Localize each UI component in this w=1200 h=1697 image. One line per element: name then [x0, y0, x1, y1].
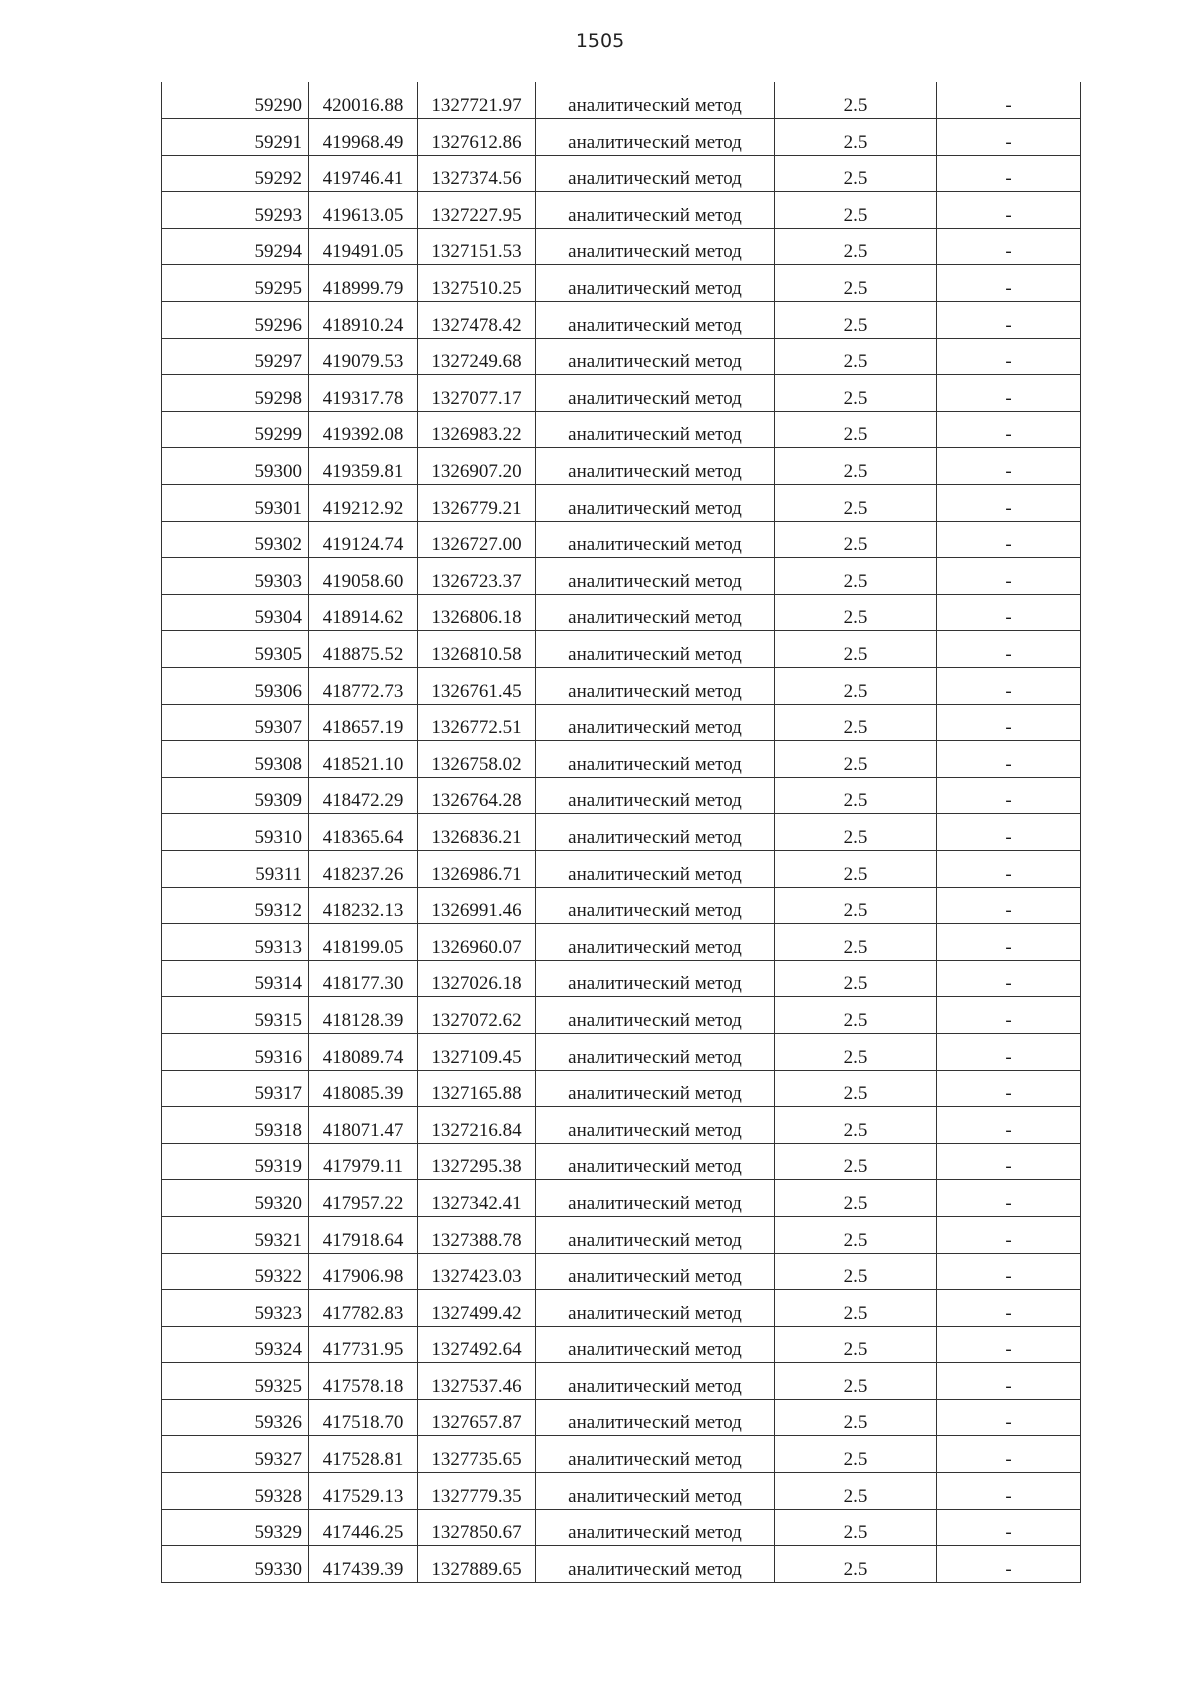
- y-coordinate-cell: 1327612.86: [418, 119, 536, 156]
- y-coordinate-cell: 1326960.07: [418, 924, 536, 961]
- method-cell: аналитический метод: [536, 558, 775, 595]
- method-cell: аналитический метод: [536, 1216, 775, 1253]
- y-coordinate-cell: 1326983.22: [418, 411, 536, 448]
- table-row: [162, 448, 1081, 485]
- accuracy-cell: 2.5: [775, 887, 937, 924]
- method-cell: аналитический метод: [536, 265, 775, 302]
- accuracy-cell: 2.5: [775, 1180, 937, 1217]
- accuracy-cell: 2.5: [775, 668, 937, 705]
- y-coordinate-cell: 1326772.51: [418, 704, 536, 741]
- y-coordinate-cell: 1327109.45: [418, 1033, 536, 1070]
- note-cell: -: [937, 375, 1081, 412]
- x-coordinate-cell: 417518.70: [309, 1399, 418, 1436]
- point-number-cell: 59295: [162, 265, 309, 302]
- y-coordinate-cell: 1326806.18: [418, 594, 536, 631]
- y-coordinate-cell: 1327537.46: [418, 1363, 536, 1400]
- note-cell: -: [937, 777, 1081, 814]
- x-coordinate-cell: 417782.83: [309, 1290, 418, 1327]
- note-cell: -: [937, 850, 1081, 887]
- x-coordinate-cell: 418128.39: [309, 997, 418, 1034]
- accuracy-cell: 2.5: [775, 155, 937, 192]
- accuracy-cell: 2.5: [775, 997, 937, 1034]
- y-coordinate-cell: 1326758.02: [418, 741, 536, 778]
- accuracy-cell: 2.5: [775, 82, 937, 119]
- point-number-cell: 59308: [162, 741, 309, 778]
- accuracy-cell: 2.5: [775, 192, 937, 229]
- accuracy-cell: 2.5: [775, 960, 937, 997]
- x-coordinate-cell: 418089.74: [309, 1033, 418, 1070]
- method-cell: аналитический метод: [536, 1290, 775, 1327]
- method-cell: аналитический метод: [536, 887, 775, 924]
- table-row: [162, 558, 1081, 595]
- note-cell: -: [937, 411, 1081, 448]
- point-number-cell: 59318: [162, 1107, 309, 1144]
- method-cell: аналитический метод: [536, 375, 775, 412]
- point-number-cell: 59325: [162, 1363, 309, 1400]
- accuracy-cell: 2.5: [775, 302, 937, 339]
- method-cell: аналитический метод: [536, 1326, 775, 1363]
- method-cell: аналитический метод: [536, 448, 775, 485]
- y-coordinate-cell: 1326991.46: [418, 887, 536, 924]
- method-cell: аналитический метод: [536, 594, 775, 631]
- note-cell: -: [937, 338, 1081, 375]
- point-number-cell: 59300: [162, 448, 309, 485]
- note-cell: -: [937, 521, 1081, 558]
- y-coordinate-cell: 1326836.21: [418, 814, 536, 851]
- point-number-cell: 59319: [162, 1143, 309, 1180]
- note-cell: -: [937, 887, 1081, 924]
- note-cell: -: [937, 594, 1081, 631]
- method-cell: аналитический метод: [536, 777, 775, 814]
- note-cell: -: [937, 1033, 1081, 1070]
- accuracy-cell: 2.5: [775, 1216, 937, 1253]
- table-row: [162, 155, 1081, 192]
- note-cell: -: [937, 1509, 1081, 1546]
- table-row: [162, 631, 1081, 668]
- y-coordinate-cell: 1327889.65: [418, 1546, 536, 1583]
- method-cell: аналитический метод: [536, 1107, 775, 1144]
- method-cell: аналитический метод: [536, 997, 775, 1034]
- point-number-cell: 59329: [162, 1509, 309, 1546]
- x-coordinate-cell: 417957.22: [309, 1180, 418, 1217]
- coordinates-table: [161, 82, 1081, 1583]
- x-coordinate-cell: 419613.05: [309, 192, 418, 229]
- note-cell: -: [937, 1363, 1081, 1400]
- x-coordinate-cell: 419317.78: [309, 375, 418, 412]
- accuracy-cell: 2.5: [775, 1143, 937, 1180]
- table-row: [162, 1253, 1081, 1290]
- method-cell: аналитический метод: [536, 192, 775, 229]
- accuracy-cell: 2.5: [775, 1399, 937, 1436]
- x-coordinate-cell: 417906.98: [309, 1253, 418, 1290]
- point-number-cell: 59297: [162, 338, 309, 375]
- x-coordinate-cell: 418232.13: [309, 887, 418, 924]
- accuracy-cell: 2.5: [775, 814, 937, 851]
- table-row: [162, 1033, 1081, 1070]
- accuracy-cell: 2.5: [775, 228, 937, 265]
- x-coordinate-cell: 417528.81: [309, 1436, 418, 1473]
- x-coordinate-cell: 417918.64: [309, 1216, 418, 1253]
- accuracy-cell: 2.5: [775, 1253, 937, 1290]
- note-cell: -: [937, 814, 1081, 851]
- y-coordinate-cell: 1327510.25: [418, 265, 536, 302]
- page-number: 1505: [575, 30, 625, 52]
- y-coordinate-cell: 1327342.41: [418, 1180, 536, 1217]
- table-row: [162, 1180, 1081, 1217]
- table-row: [162, 960, 1081, 997]
- table-row: [162, 485, 1081, 522]
- y-coordinate-cell: 1327165.88: [418, 1070, 536, 1107]
- table-row: [162, 521, 1081, 558]
- method-cell: аналитический метод: [536, 1143, 775, 1180]
- point-number-cell: 59293: [162, 192, 309, 229]
- note-cell: -: [937, 302, 1081, 339]
- method-cell: аналитический метод: [536, 631, 775, 668]
- method-cell: аналитический метод: [536, 1033, 775, 1070]
- accuracy-cell: 2.5: [775, 1290, 937, 1327]
- note-cell: -: [937, 265, 1081, 302]
- table-row: [162, 1546, 1081, 1583]
- y-coordinate-cell: 1326779.21: [418, 485, 536, 522]
- note-cell: -: [937, 741, 1081, 778]
- x-coordinate-cell: 418914.62: [309, 594, 418, 631]
- accuracy-cell: 2.5: [775, 924, 937, 961]
- table-row: [162, 338, 1081, 375]
- method-cell: аналитический метод: [536, 1180, 775, 1217]
- y-coordinate-cell: 1326907.20: [418, 448, 536, 485]
- table-row: [162, 668, 1081, 705]
- y-coordinate-cell: 1327721.97: [418, 82, 536, 119]
- point-number-cell: 59320: [162, 1180, 309, 1217]
- point-number-cell: 59315: [162, 997, 309, 1034]
- x-coordinate-cell: 418772.73: [309, 668, 418, 705]
- y-coordinate-cell: 1327499.42: [418, 1290, 536, 1327]
- point-number-cell: 59301: [162, 485, 309, 522]
- method-cell: аналитический метод: [536, 411, 775, 448]
- y-coordinate-cell: 1327227.95: [418, 192, 536, 229]
- note-cell: -: [937, 448, 1081, 485]
- note-cell: -: [937, 631, 1081, 668]
- accuracy-cell: 2.5: [775, 119, 937, 156]
- point-number-cell: 59314: [162, 960, 309, 997]
- x-coordinate-cell: 419079.53: [309, 338, 418, 375]
- method-cell: аналитический метод: [536, 521, 775, 558]
- point-number-cell: 59292: [162, 155, 309, 192]
- accuracy-cell: 2.5: [775, 375, 937, 412]
- method-cell: аналитический метод: [536, 1436, 775, 1473]
- note-cell: -: [937, 1290, 1081, 1327]
- x-coordinate-cell: 418999.79: [309, 265, 418, 302]
- y-coordinate-cell: 1327423.03: [418, 1253, 536, 1290]
- note-cell: -: [937, 228, 1081, 265]
- table-row: [162, 375, 1081, 412]
- accuracy-cell: 2.5: [775, 411, 937, 448]
- y-coordinate-cell: 1327216.84: [418, 1107, 536, 1144]
- method-cell: аналитический метод: [536, 1509, 775, 1546]
- table-row: [162, 1509, 1081, 1546]
- table-row: [162, 777, 1081, 814]
- method-cell: аналитический метод: [536, 704, 775, 741]
- point-number-cell: 59310: [162, 814, 309, 851]
- point-number-cell: 59298: [162, 375, 309, 412]
- table-row: [162, 1326, 1081, 1363]
- method-cell: аналитический метод: [536, 485, 775, 522]
- table-row: [162, 265, 1081, 302]
- table-row: [162, 850, 1081, 887]
- point-number-cell: 59294: [162, 228, 309, 265]
- point-number-cell: 59330: [162, 1546, 309, 1583]
- accuracy-cell: 2.5: [775, 558, 937, 595]
- x-coordinate-cell: 417439.39: [309, 1546, 418, 1583]
- accuracy-cell: 2.5: [775, 1326, 937, 1363]
- note-cell: -: [937, 1436, 1081, 1473]
- x-coordinate-cell: 419124.74: [309, 521, 418, 558]
- accuracy-cell: 2.5: [775, 741, 937, 778]
- method-cell: аналитический метод: [536, 668, 775, 705]
- point-number-cell: 59324: [162, 1326, 309, 1363]
- note-cell: -: [937, 558, 1081, 595]
- x-coordinate-cell: 417446.25: [309, 1509, 418, 1546]
- note-cell: -: [937, 924, 1081, 961]
- y-coordinate-cell: 1327295.38: [418, 1143, 536, 1180]
- x-coordinate-cell: 418521.10: [309, 741, 418, 778]
- table-row: [162, 1436, 1081, 1473]
- table-row: [162, 302, 1081, 339]
- point-number-cell: 59290: [162, 82, 309, 119]
- note-cell: -: [937, 82, 1081, 119]
- accuracy-cell: 2.5: [775, 1473, 937, 1510]
- table-row: [162, 1363, 1081, 1400]
- accuracy-cell: 2.5: [775, 1546, 937, 1583]
- method-cell: аналитический метод: [536, 1070, 775, 1107]
- y-coordinate-cell: 1327077.17: [418, 375, 536, 412]
- x-coordinate-cell: 418177.30: [309, 960, 418, 997]
- point-number-cell: 59312: [162, 887, 309, 924]
- accuracy-cell: 2.5: [775, 594, 937, 631]
- table-row: [162, 1070, 1081, 1107]
- x-coordinate-cell: 419392.08: [309, 411, 418, 448]
- point-number-cell: 59296: [162, 302, 309, 339]
- y-coordinate-cell: 1327072.62: [418, 997, 536, 1034]
- x-coordinate-cell: 419359.81: [309, 448, 418, 485]
- y-coordinate-cell: 1327657.87: [418, 1399, 536, 1436]
- accuracy-cell: 2.5: [775, 265, 937, 302]
- point-number-cell: 59305: [162, 631, 309, 668]
- note-cell: -: [937, 1107, 1081, 1144]
- table-row: [162, 924, 1081, 961]
- note-cell: -: [937, 1180, 1081, 1217]
- point-number-cell: 59313: [162, 924, 309, 961]
- point-number-cell: 59311: [162, 850, 309, 887]
- x-coordinate-cell: 418365.64: [309, 814, 418, 851]
- point-number-cell: 59323: [162, 1290, 309, 1327]
- note-cell: -: [937, 1473, 1081, 1510]
- y-coordinate-cell: 1326986.71: [418, 850, 536, 887]
- table-row: [162, 704, 1081, 741]
- method-cell: аналитический метод: [536, 1473, 775, 1510]
- x-coordinate-cell: 417578.18: [309, 1363, 418, 1400]
- point-number-cell: 59322: [162, 1253, 309, 1290]
- method-cell: аналитический метод: [536, 924, 775, 961]
- y-coordinate-cell: 1327388.78: [418, 1216, 536, 1253]
- point-number-cell: 59327: [162, 1436, 309, 1473]
- accuracy-cell: 2.5: [775, 1033, 937, 1070]
- note-cell: -: [937, 192, 1081, 229]
- method-cell: аналитический метод: [536, 119, 775, 156]
- point-number-cell: 59303: [162, 558, 309, 595]
- accuracy-cell: 2.5: [775, 338, 937, 375]
- table-row: [162, 997, 1081, 1034]
- note-cell: -: [937, 1143, 1081, 1180]
- table-row: [162, 1143, 1081, 1180]
- point-number-cell: 59307: [162, 704, 309, 741]
- accuracy-cell: 2.5: [775, 850, 937, 887]
- method-cell: аналитический метод: [536, 82, 775, 119]
- y-coordinate-cell: 1327249.68: [418, 338, 536, 375]
- accuracy-cell: 2.5: [775, 704, 937, 741]
- y-coordinate-cell: 1327492.64: [418, 1326, 536, 1363]
- table-row: [162, 594, 1081, 631]
- point-number-cell: 59326: [162, 1399, 309, 1436]
- table-row: [162, 228, 1081, 265]
- x-coordinate-cell: 419746.41: [309, 155, 418, 192]
- table-row: [162, 1290, 1081, 1327]
- coordinates-table-body: [162, 82, 1081, 1582]
- method-cell: аналитический метод: [536, 814, 775, 851]
- table-row: [162, 1107, 1081, 1144]
- x-coordinate-cell: 417731.95: [309, 1326, 418, 1363]
- note-cell: -: [937, 1253, 1081, 1290]
- x-coordinate-cell: 418199.05: [309, 924, 418, 961]
- x-coordinate-cell: 419058.60: [309, 558, 418, 595]
- x-coordinate-cell: 417979.11: [309, 1143, 418, 1180]
- x-coordinate-cell: 418071.47: [309, 1107, 418, 1144]
- point-number-cell: 59291: [162, 119, 309, 156]
- x-coordinate-cell: 419491.05: [309, 228, 418, 265]
- table-row: [162, 119, 1081, 156]
- method-cell: аналитический метод: [536, 228, 775, 265]
- point-number-cell: 59304: [162, 594, 309, 631]
- method-cell: аналитический метод: [536, 1546, 775, 1583]
- method-cell: аналитический метод: [536, 1399, 775, 1436]
- note-cell: -: [937, 1216, 1081, 1253]
- method-cell: аналитический метод: [536, 960, 775, 997]
- note-cell: -: [937, 119, 1081, 156]
- accuracy-cell: 2.5: [775, 1509, 937, 1546]
- x-coordinate-cell: 418472.29: [309, 777, 418, 814]
- accuracy-cell: 2.5: [775, 448, 937, 485]
- note-cell: -: [937, 668, 1081, 705]
- table-row: [162, 411, 1081, 448]
- x-coordinate-cell: 418657.19: [309, 704, 418, 741]
- accuracy-cell: 2.5: [775, 485, 937, 522]
- table-row: [162, 82, 1081, 119]
- point-number-cell: 59328: [162, 1473, 309, 1510]
- table-row: [162, 192, 1081, 229]
- y-coordinate-cell: 1326727.00: [418, 521, 536, 558]
- point-number-cell: 59299: [162, 411, 309, 448]
- y-coordinate-cell: 1326723.37: [418, 558, 536, 595]
- note-cell: -: [937, 960, 1081, 997]
- method-cell: аналитический метод: [536, 1253, 775, 1290]
- x-coordinate-cell: 418910.24: [309, 302, 418, 339]
- note-cell: -: [937, 485, 1081, 522]
- note-cell: -: [937, 997, 1081, 1034]
- point-number-cell: 59302: [162, 521, 309, 558]
- y-coordinate-cell: 1327151.53: [418, 228, 536, 265]
- table-row: [162, 741, 1081, 778]
- y-coordinate-cell: 1327850.67: [418, 1509, 536, 1546]
- x-coordinate-cell: 419212.92: [309, 485, 418, 522]
- x-coordinate-cell: 418085.39: [309, 1070, 418, 1107]
- note-cell: -: [937, 1399, 1081, 1436]
- y-coordinate-cell: 1327374.56: [418, 155, 536, 192]
- note-cell: -: [937, 155, 1081, 192]
- accuracy-cell: 2.5: [775, 631, 937, 668]
- note-cell: -: [937, 704, 1081, 741]
- y-coordinate-cell: 1326764.28: [418, 777, 536, 814]
- method-cell: аналитический метод: [536, 155, 775, 192]
- x-coordinate-cell: 418875.52: [309, 631, 418, 668]
- y-coordinate-cell: 1327478.42: [418, 302, 536, 339]
- method-cell: аналитический метод: [536, 741, 775, 778]
- y-coordinate-cell: 1327735.65: [418, 1436, 536, 1473]
- x-coordinate-cell: 418237.26: [309, 850, 418, 887]
- accuracy-cell: 2.5: [775, 1436, 937, 1473]
- y-coordinate-cell: 1327779.35: [418, 1473, 536, 1510]
- table-row: [162, 1399, 1081, 1436]
- y-coordinate-cell: 1326810.58: [418, 631, 536, 668]
- table-row: [162, 887, 1081, 924]
- method-cell: аналитический метод: [536, 338, 775, 375]
- method-cell: аналитический метод: [536, 302, 775, 339]
- y-coordinate-cell: 1327026.18: [418, 960, 536, 997]
- table-row: [162, 1216, 1081, 1253]
- accuracy-cell: 2.5: [775, 1070, 937, 1107]
- note-cell: -: [937, 1546, 1081, 1583]
- point-number-cell: 59309: [162, 777, 309, 814]
- accuracy-cell: 2.5: [775, 521, 937, 558]
- y-coordinate-cell: 1326761.45: [418, 668, 536, 705]
- point-number-cell: 59316: [162, 1033, 309, 1070]
- accuracy-cell: 2.5: [775, 1107, 937, 1144]
- method-cell: аналитический метод: [536, 1363, 775, 1400]
- point-number-cell: 59306: [162, 668, 309, 705]
- accuracy-cell: 2.5: [775, 1363, 937, 1400]
- table-row: [162, 814, 1081, 851]
- table-row: [162, 1473, 1081, 1510]
- note-cell: -: [937, 1326, 1081, 1363]
- point-number-cell: 59321: [162, 1216, 309, 1253]
- x-coordinate-cell: 420016.88: [309, 82, 418, 119]
- x-coordinate-cell: 417529.13: [309, 1473, 418, 1510]
- accuracy-cell: 2.5: [775, 777, 937, 814]
- method-cell: аналитический метод: [536, 850, 775, 887]
- note-cell: -: [937, 1070, 1081, 1107]
- x-coordinate-cell: 419968.49: [309, 119, 418, 156]
- point-number-cell: 59317: [162, 1070, 309, 1107]
